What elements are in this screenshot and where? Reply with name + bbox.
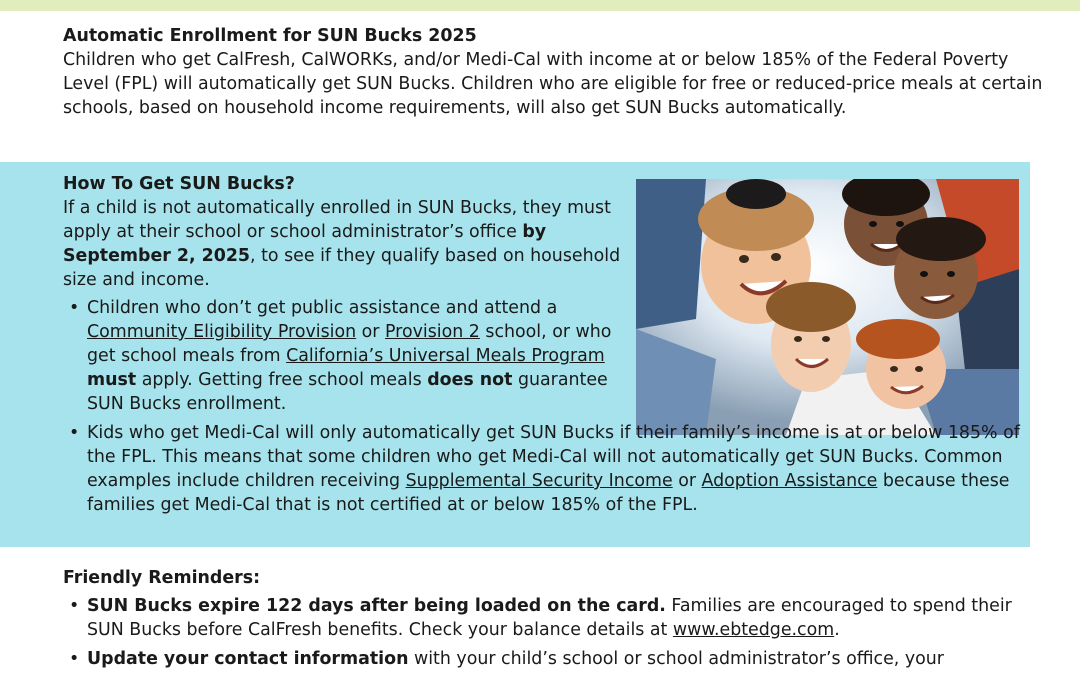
reminders-list xyxy=(63,594,1053,671)
text: . xyxy=(834,620,840,640)
how-to-title: How To Get SUN Bucks? xyxy=(63,174,295,194)
how-to-section xyxy=(63,172,1023,522)
text: Kids who get Medi-Cal will only automatically get SUN Bucks if their family’s income is at or below 185% of the FPL. This means that some children who get Medi-Cal will not automatically get SUN Bucks. Common examples include children receiving xyxy=(87,423,1020,491)
text: guarantee SUN Bucks enrollment. xyxy=(87,370,608,414)
auto-enrollment-body: Children who get CalFresh, CalWORKs, and/or Medi-Cal with income at or below 185% of the Federal Poverty Level (FPL) will automatically get SUN Bucks. Children who are eligible for free or reduced-price meals at certain schools, based on household income requirements, will also get SUN Bucks automatically. xyxy=(63,50,1043,118)
text: Families are encouraged to spend their SUN Bucks before CalFresh benefits. Check your balance details at xyxy=(87,596,1012,640)
how-to-intro xyxy=(63,196,623,292)
list-item xyxy=(63,421,1023,517)
universal-meals-link[interactable]: California’s Universal Meals Program xyxy=(286,346,605,366)
text: or xyxy=(356,322,385,342)
intro-text-2: , to see if they qualify based on household size and income. xyxy=(63,246,621,290)
auto-enrollment-section xyxy=(63,24,1053,120)
top-color-band xyxy=(0,0,1080,11)
provision-2-link[interactable]: Provision 2 xyxy=(385,322,480,342)
text: apply. Getting free school meals xyxy=(136,370,428,390)
list-item xyxy=(63,647,1053,671)
how-to-list xyxy=(63,296,1023,517)
intro-text-1: If a child is not automatically enrolled in SUN Bucks, they must apply at their school or school administrator’s office xyxy=(63,198,611,242)
auto-enrollment-title: Automatic Enrollment for SUN Bucks 2025 xyxy=(63,26,477,46)
text: Children who don’t get public assistance and attend a xyxy=(87,298,558,318)
adoption-assistance-link[interactable]: Adoption Assistance xyxy=(701,471,878,491)
text: or xyxy=(672,471,702,491)
does-not-emphasis: does not xyxy=(427,370,513,390)
text: because these families get Medi-Cal that is not certified at or below 185% of the FPL. xyxy=(87,471,1010,515)
list-item xyxy=(63,594,1053,642)
reminders-title: Friendly Reminders: xyxy=(63,568,261,588)
ebtedge-link[interactable]: www.ebtedge.com xyxy=(672,620,835,640)
must-emphasis: must xyxy=(87,370,137,390)
update-contact-emphasis: Update your contact information xyxy=(87,649,409,669)
reminders-section xyxy=(63,566,1053,676)
intro-deadline: by September 2, 2025 xyxy=(63,222,547,266)
expiry-emphasis: SUN Bucks expire 122 days after being loaded on the card. xyxy=(87,596,666,616)
text: school, or who get school meals from xyxy=(87,322,612,366)
community-eligibility-link[interactable]: Community Eligibility Provision xyxy=(87,322,357,342)
supplemental-security-income-link[interactable]: Supplemental Security Income xyxy=(405,471,673,491)
text: with your child’s school or school administrator’s office, your xyxy=(408,649,944,669)
list-item xyxy=(63,296,617,416)
